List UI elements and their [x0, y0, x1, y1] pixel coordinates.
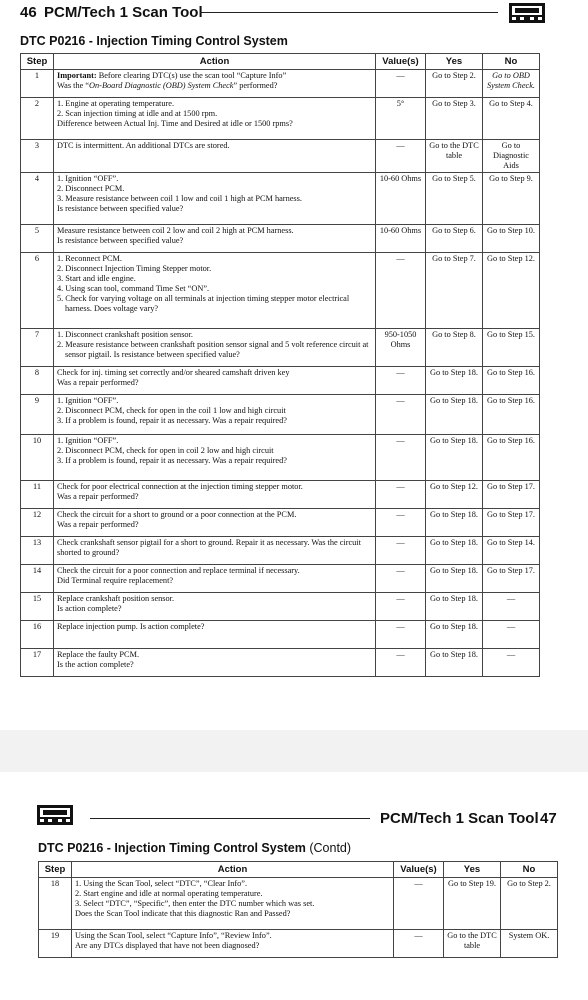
action-line: [57, 622, 372, 632]
yes-cell: Go to the DTC table: [444, 930, 501, 958]
step-number: 18: [39, 878, 72, 930]
action-text: Check the circuit for a short to ground or a poor connection at the PCM.: [57, 510, 297, 519]
action-line: [57, 109, 372, 119]
page-47: [0, 772, 588, 1000]
yes-cell: Go to the DTC table: [426, 140, 483, 173]
action-text: Is action complete?: [57, 604, 122, 613]
action-line: [57, 71, 372, 81]
action-line: [57, 650, 372, 660]
no-cell: Go to Step 9.: [483, 173, 540, 225]
action-line: [57, 482, 372, 492]
header-rule: [90, 818, 370, 819]
no-cell: Go to Step 10.: [483, 225, 540, 253]
action-text: Does the Scan Tool indicate that this diagnostic Ran and Passed?: [75, 909, 291, 918]
step-number: 8: [21, 367, 54, 395]
value-cell: —: [376, 395, 426, 435]
header-title: PCM/Tech 1 Scan Tool: [44, 4, 203, 21]
value-cell: —: [376, 509, 426, 537]
contd-label: (Contd): [309, 841, 352, 855]
action-cell: [54, 140, 376, 173]
step-number: 19: [39, 930, 72, 958]
action-cell: [54, 509, 376, 537]
action-text: Measure resistance between coil 2 low and coil 2 high at PCM harness.: [57, 226, 294, 235]
yes-cell: Go to Step 18.: [426, 435, 483, 481]
no-cell: Go to Step 17.: [483, 565, 540, 593]
no-cell: Go to Step 12.: [483, 253, 540, 329]
dtc-title: DTC P0216 - Injection Timing Control System: [20, 34, 288, 48]
yes-cell: Go to Step 18.: [426, 537, 483, 565]
yes-cell: Go to Step 6.: [426, 225, 483, 253]
action-text: Was the “: [57, 81, 90, 90]
scan-tool-logo-icon: [36, 804, 74, 826]
action-line: [57, 538, 372, 558]
action-cell: [54, 253, 376, 329]
value-cell: 950-1050 Ohms: [376, 329, 426, 367]
step-number: 13: [21, 537, 54, 565]
action-cell: [54, 329, 376, 367]
no-cell: Go to Step 16.: [483, 435, 540, 481]
page-number: 46: [20, 4, 37, 21]
action-line: [57, 594, 372, 604]
value-cell: —: [376, 565, 426, 593]
table-row: [39, 930, 558, 958]
action-line: [57, 119, 372, 129]
value-cell: —: [394, 878, 444, 930]
action-cell: [54, 225, 376, 253]
action-line: [75, 931, 390, 941]
action-line: [57, 236, 372, 246]
header-title: PCM/Tech 1 Scan Tool: [380, 810, 539, 827]
action-text: 2. Scan injection timing at idle and at 1500 rpm.: [57, 109, 218, 118]
step-number: 14: [21, 565, 54, 593]
action-line: [57, 284, 372, 294]
action-line: [57, 520, 372, 530]
action-cell: [54, 98, 376, 140]
action-line: [57, 141, 372, 151]
step-number: 4: [21, 173, 54, 225]
column-header-step: Step: [21, 54, 54, 70]
diagnostic-table-continued: [38, 861, 558, 958]
table-row: [21, 140, 540, 173]
action-text: 2. Measure resistance between crankshaft position sensor signal and 5 volt reference circuit at sensor pigtail. Is resistance between specified value?: [57, 340, 369, 359]
step-number: 15: [21, 593, 54, 621]
column-header-yes: Yes: [426, 54, 483, 70]
no-cell: Go to Step 17.: [483, 509, 540, 537]
action-text: Is resistance between specified value?: [57, 204, 184, 213]
yes-cell: Go to Step 18.: [426, 509, 483, 537]
action-text: Important:: [57, 71, 97, 80]
value-cell: —: [376, 435, 426, 481]
value-cell: —: [376, 70, 426, 98]
yes-cell: Go to Step 8.: [426, 329, 483, 367]
action-cell: [54, 621, 376, 649]
action-text: 4. Using scan tool, command Time Set “ON”.: [57, 284, 210, 293]
header-rule: [200, 12, 498, 13]
action-text: Replace the faulty PCM.: [57, 650, 140, 659]
table-row: [21, 70, 540, 98]
action-line: [57, 406, 372, 416]
value-cell: —: [394, 930, 444, 958]
yes-cell: Go to Step 18.: [426, 565, 483, 593]
step-number: 11: [21, 481, 54, 509]
action-cell: [54, 70, 376, 98]
action-line: [57, 416, 372, 426]
action-line: [75, 879, 390, 889]
table-row: [21, 173, 540, 225]
step-number: 1: [21, 70, 54, 98]
scan-tool-logo-icon: [508, 2, 546, 24]
table-row: [21, 649, 540, 677]
yes-cell: Go to Step 12.: [426, 481, 483, 509]
value-cell: 5°: [376, 98, 426, 140]
action-cell: [54, 435, 376, 481]
yes-cell: Go to Step 2.: [426, 70, 483, 98]
table-row: [21, 537, 540, 565]
table-row: [21, 509, 540, 537]
step-number: 6: [21, 253, 54, 329]
value-cell: —: [376, 367, 426, 395]
no-cell: Go to Step 17.: [483, 481, 540, 509]
value-cell: —: [376, 621, 426, 649]
action-line: [57, 604, 372, 614]
action-text: 2. Disconnect Injection Timing Stepper motor.: [57, 264, 212, 273]
action-text: Difference between Actual Inj. Time and Desired at idle or 1500 rpms?: [57, 119, 293, 128]
action-text: 2. Start engine and idle at normal operating temperature.: [75, 889, 263, 898]
action-line: [57, 174, 372, 184]
action-text: Check for inj. timing set correctly and/or sheared camshaft driven key: [57, 368, 290, 377]
action-text: 2. Disconnect PCM, check for open in the coil 1 low and high circuit: [57, 406, 286, 415]
yes-cell: Go to Step 19.: [444, 878, 501, 930]
action-text: Was a repair performed?: [57, 520, 139, 529]
table-row: [21, 225, 540, 253]
action-text: 2. Disconnect PCM.: [57, 184, 125, 193]
step-number: 10: [21, 435, 54, 481]
action-line: [57, 294, 372, 314]
action-line: [57, 99, 372, 109]
column-header-values: Value(s): [376, 54, 426, 70]
dtc-title-text: DTC P0216 - Injection Timing Control System: [38, 841, 306, 855]
table-row: [39, 878, 558, 930]
page-gap: [0, 730, 588, 772]
table-row: [21, 253, 540, 329]
action-cell: [72, 878, 394, 930]
yes-cell: Go to Step 7.: [426, 253, 483, 329]
action-text: 3. Measure resistance between coil 1 low and coil 1 high at PCM harness.: [57, 194, 302, 203]
value-cell: 10-60 Ohms: [376, 225, 426, 253]
action-line: [75, 889, 390, 899]
action-line: [57, 204, 372, 214]
action-cell: [54, 593, 376, 621]
no-cell: —: [483, 649, 540, 677]
action-line: [57, 660, 372, 670]
value-cell: 10-60 Ohms: [376, 173, 426, 225]
yes-cell: Go to Step 3.: [426, 98, 483, 140]
action-text: DTC is intermittent. An additional DTCs are stored.: [57, 141, 230, 150]
table-header-row: [39, 862, 558, 878]
action-line: [57, 576, 372, 586]
yes-cell: Go to Step 18.: [426, 367, 483, 395]
no-cell: Go to Step 2.: [501, 878, 558, 930]
table-row: [21, 435, 540, 481]
no-cell: —: [483, 621, 540, 649]
action-line: [57, 510, 372, 520]
action-line: [57, 566, 372, 576]
action-text: Check for poor electrical connection at the injection timing stepper motor.: [57, 482, 303, 491]
action-cell: [54, 395, 376, 435]
table-row: [21, 367, 540, 395]
action-cell: [72, 930, 394, 958]
column-header-no: No: [501, 862, 558, 878]
no-cell: System OK.: [501, 930, 558, 958]
value-cell: —: [376, 537, 426, 565]
step-number: 9: [21, 395, 54, 435]
action-text: Before clearing DTC(s) use the scan tool “Capture Info”: [96, 71, 287, 80]
action-text: 3. If a problem is found, repair it as necessary. Was a repair required?: [57, 456, 287, 465]
no-cell: Go to Step 15.: [483, 329, 540, 367]
action-line: [57, 446, 372, 456]
step-number: 3: [21, 140, 54, 173]
no-cell: Go to Step 4.: [483, 98, 540, 140]
step-number: 5: [21, 225, 54, 253]
yes-cell: Go to Step 5.: [426, 173, 483, 225]
action-line: [57, 378, 372, 388]
action-text: Was a repair performed?: [57, 492, 139, 501]
table-row: [21, 621, 540, 649]
action-line: [57, 436, 372, 446]
action-text: Check crankshaft sensor pigtail for a short to ground. Repair it as necessary. Was the circuit shorted to ground?: [57, 538, 361, 557]
action-text: Is resistance between specified value?: [57, 236, 184, 245]
action-line: [75, 909, 390, 919]
action-text: Using the Scan Tool, select “Capture Info”, “Review Info”.: [75, 931, 272, 940]
no-cell: Go to Step 14.: [483, 537, 540, 565]
yes-cell: Go to Step 18.: [426, 395, 483, 435]
action-line: [57, 264, 372, 274]
action-text: 3. Start and idle engine.: [57, 274, 136, 283]
yes-cell: Go to Step 18.: [426, 649, 483, 677]
action-line: [57, 81, 372, 91]
no-cell: Go to OBD System Check.: [483, 70, 540, 98]
action-cell: [54, 649, 376, 677]
action-text: 1. Engine at operating temperature.: [57, 99, 175, 108]
action-line: [57, 456, 372, 466]
action-cell: [54, 565, 376, 593]
action-text: 1. Using the Scan Tool, select “DTC”, “Clear Info”.: [75, 879, 248, 888]
step-number: 7: [21, 329, 54, 367]
value-cell: —: [376, 593, 426, 621]
value-cell: —: [376, 649, 426, 677]
action-line: [57, 226, 372, 236]
no-cell: Go to Step 16.: [483, 367, 540, 395]
table-row: [21, 481, 540, 509]
action-line: [57, 330, 372, 340]
action-text: 3. If a problem is found, repair it as necessary. Was a repair required?: [57, 416, 287, 425]
action-text: ” performed?: [233, 81, 278, 90]
action-text: 5. Check for varying voltage on all terminals at injection timing stepper motor electrical harness. Does voltage vary?: [57, 294, 350, 313]
step-number: 2: [21, 98, 54, 140]
column-header-step: Step: [39, 862, 72, 878]
table-row: [21, 565, 540, 593]
column-header-no: No: [483, 54, 540, 70]
column-header-values: Value(s): [394, 862, 444, 878]
table-row: [21, 98, 540, 140]
page-number: 47: [540, 810, 557, 827]
action-line: [57, 254, 372, 264]
table-row: [21, 593, 540, 621]
action-cell: [54, 367, 376, 395]
column-header-action: Action: [54, 54, 376, 70]
value-cell: —: [376, 481, 426, 509]
action-text: Check the circuit for a poor connection and replace terminal if necessary.: [57, 566, 300, 575]
dtc-title-contd: [38, 841, 351, 855]
column-header-yes: Yes: [444, 862, 501, 878]
value-cell: —: [376, 140, 426, 173]
action-line: [57, 184, 372, 194]
action-cell: [54, 537, 376, 565]
action-line: [57, 274, 372, 284]
diagnostic-table: [20, 53, 540, 677]
action-line: [57, 368, 372, 378]
action-text: On-Board Diagnostic (OBD) System Check: [89, 81, 234, 90]
step-number: 12: [21, 509, 54, 537]
action-text: 1. Reconnect PCM.: [57, 254, 122, 263]
value-cell: —: [376, 253, 426, 329]
action-cell: [54, 481, 376, 509]
table-row: [21, 329, 540, 367]
no-cell: Go to Step 16.: [483, 395, 540, 435]
action-text: 1. Ignition “OFF”.: [57, 436, 119, 445]
action-line: [57, 194, 372, 204]
no-cell: —: [483, 593, 540, 621]
action-text: Replace injection pump. Is action complete?: [57, 622, 205, 631]
action-text: Is the action complete?: [57, 660, 134, 669]
yes-cell: Go to Step 18.: [426, 593, 483, 621]
action-text: 1. Ignition “OFF”.: [57, 396, 119, 405]
action-text: Replace crankshaft position sensor.: [57, 594, 175, 603]
action-text: 1. Ignition “OFF”.: [57, 174, 119, 183]
action-text: Was a repair performed?: [57, 378, 139, 387]
action-line: [57, 396, 372, 406]
action-text: Are any DTCs displayed that have not been diagnosed?: [75, 941, 260, 950]
action-line: [75, 941, 390, 951]
action-text: 2. Disconnect PCM, check for open in coil 2 low and high circuit: [57, 446, 274, 455]
action-text: 3. Select “DTC”, “Specific”, then enter the DTC number which was set.: [75, 899, 315, 908]
action-text: Did Terminal require replacement?: [57, 576, 174, 585]
action-cell: [54, 173, 376, 225]
step-number: 17: [21, 649, 54, 677]
action-text: 1. Disconnect crankshaft position sensor.: [57, 330, 193, 339]
table-header-row: [21, 54, 540, 70]
action-line: [57, 492, 372, 502]
no-cell: Go to Diagnostic Aids: [483, 140, 540, 173]
action-line: [75, 899, 390, 909]
yes-cell: Go to Step 18.: [426, 621, 483, 649]
step-number: 16: [21, 621, 54, 649]
action-line: [57, 340, 372, 360]
table-row: [21, 395, 540, 435]
column-header-action: Action: [72, 862, 394, 878]
